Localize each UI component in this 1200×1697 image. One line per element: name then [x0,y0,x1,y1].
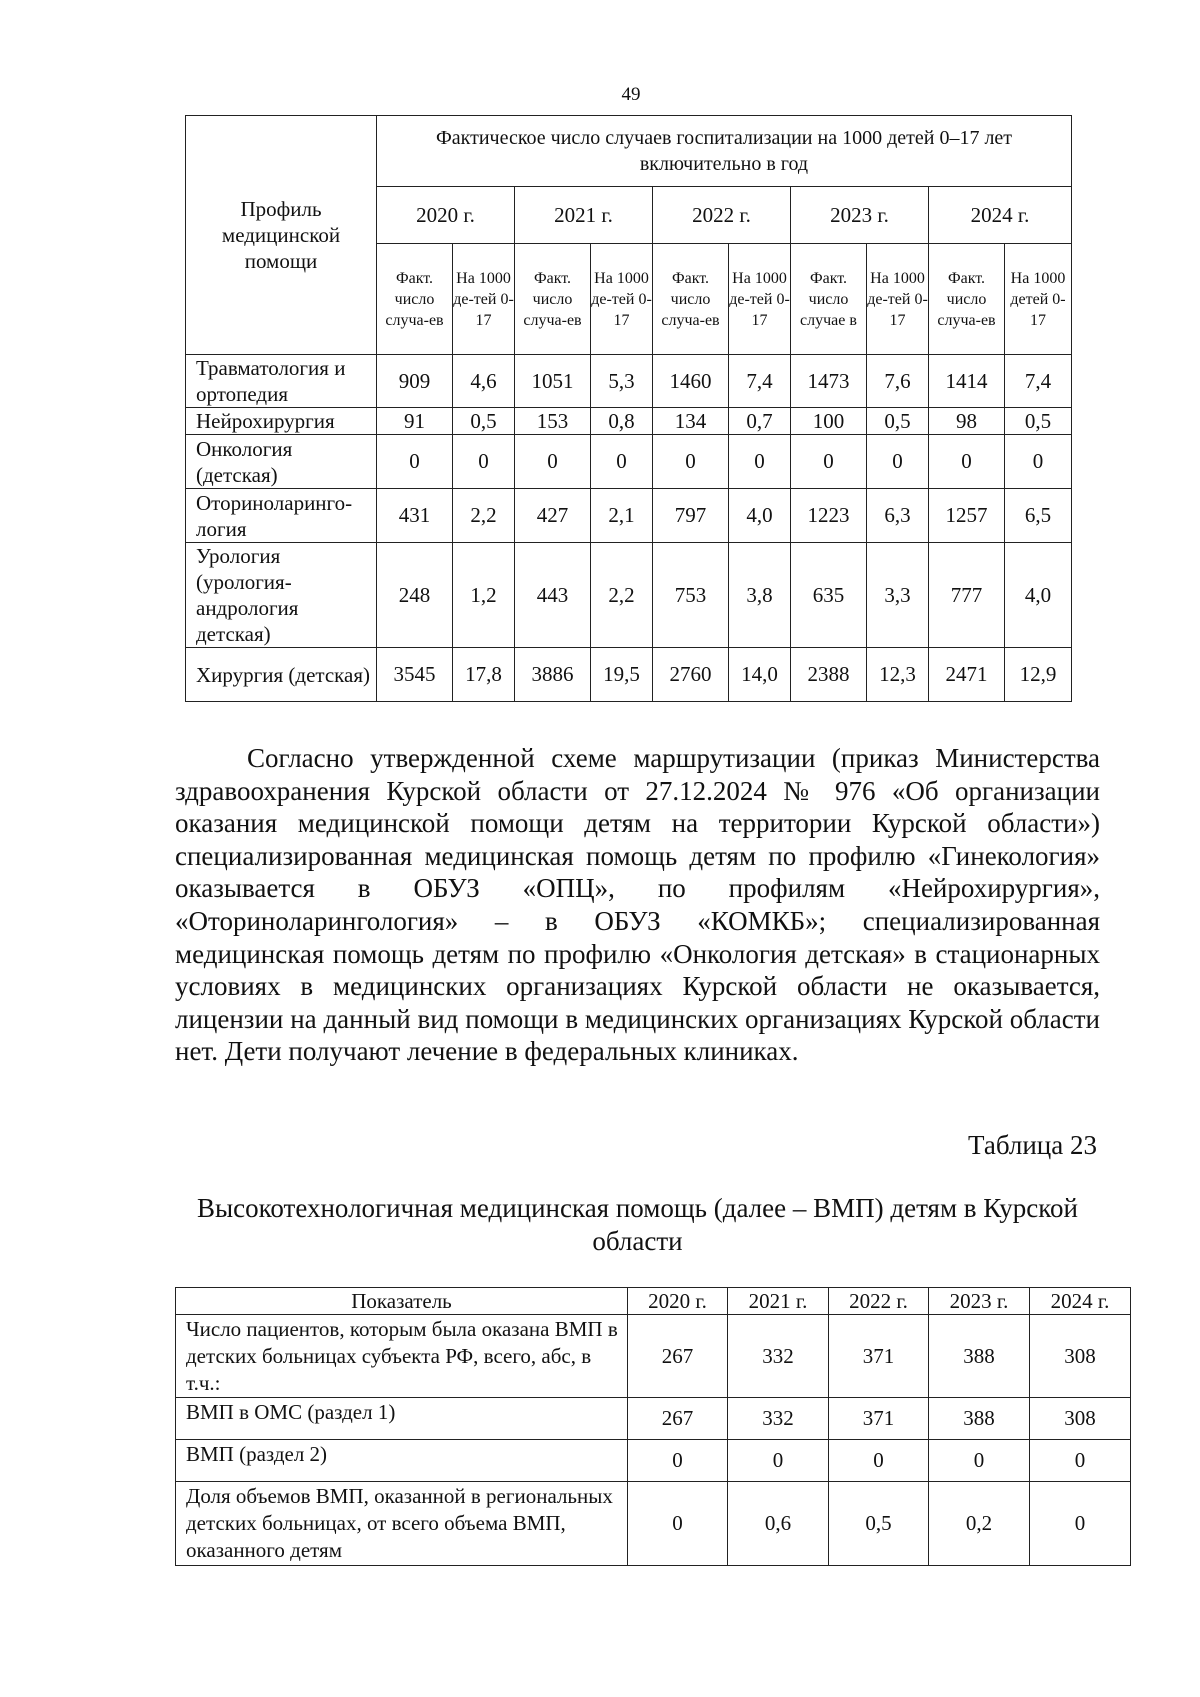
cell-value: 797 [653,489,729,543]
vmp-table [175,1287,1131,1566]
cell-value: 1257 [929,489,1005,543]
cell-value: 1414 [929,355,1005,408]
cell-value: 332 [728,1398,829,1440]
cell-value: 308 [1030,1398,1131,1440]
cell-value: 12,3 [867,648,929,702]
cell-value: 1223 [791,489,867,543]
table-title: Высокотехнологичная медицинская помощь (далее – ВМП) детям в Курской области [197,1193,1078,1256]
cell-value: 0,8 [591,408,653,435]
table-row [186,435,1072,489]
cell-value: 3,8 [729,543,791,648]
cell-value: 2388 [791,648,867,702]
cell-value: 4,0 [1005,543,1072,648]
cell-value: 0 [867,435,929,489]
cell-value: 753 [653,543,729,648]
cell-value: 1460 [653,355,729,408]
year-header: 2021 г. [728,1288,829,1315]
cell-value: 0 [929,435,1005,489]
cell-value: 0 [728,1440,829,1482]
per-1000-header: На 1000 де-тей 0-17 [591,244,653,355]
year-header: 2023 г. [929,1288,1030,1315]
cell-value: 1473 [791,355,867,408]
table-row [176,1482,1131,1566]
cell-value: 6,3 [867,489,929,543]
cell-value: 2471 [929,648,1005,702]
cell-value: 7,6 [867,355,929,408]
cell-value: 0,2 [929,1482,1030,1566]
table-caption: Таблица 23 [968,1130,1097,1160]
cell-value: 0,5 [453,408,515,435]
cell-value: 2760 [653,648,729,702]
cell-value: 100 [791,408,867,435]
table-row [176,1315,1131,1398]
per-1000-header: На 1000 детей 0-17 [1005,244,1072,355]
cell-value: 0 [791,435,867,489]
year-header: 2020 г. [377,187,515,244]
profile-name: Онкология (детская) [186,435,377,489]
cell-value: 248 [377,543,453,648]
cell-value: 0,6 [728,1482,829,1566]
cell-value: 0 [1030,1440,1131,1482]
table-row [176,1440,1131,1482]
cell-value: 443 [515,543,591,648]
per-1000-header: На 1000 де-тей 0-17 [453,244,515,355]
cell-value: 267 [628,1398,728,1440]
table-row [186,489,1072,543]
cell-value: 431 [377,489,453,543]
cell-value: 635 [791,543,867,648]
table-row [186,648,1072,702]
cell-value: 371 [829,1315,929,1398]
cell-value: 0 [653,435,729,489]
cell-value: 0 [1030,1482,1131,1566]
cell-value: 0,5 [867,408,929,435]
group-header: Фактическое число случаев госпитализации на 1000 детей 0–17 лет включительно в год [377,116,1072,187]
cell-value: 388 [929,1398,1030,1440]
cell-value: 7,4 [1005,355,1072,408]
cell-value: 2,1 [591,489,653,543]
cell-value: 5,3 [591,355,653,408]
table-row [176,1398,1131,1440]
cell-value: 777 [929,543,1005,648]
cell-value: 12,9 [1005,648,1072,702]
year-header: 2021 г. [515,187,653,244]
cell-value: 134 [653,408,729,435]
table-row [186,408,1072,435]
hospitalization-table [185,115,1072,702]
page-number: 49 [621,84,641,105]
indicator-name: Число пациентов, которым была оказана ВМП в детских больницах субъекта РФ, всего, абс, в т.ч.: [176,1315,628,1398]
cell-value: 0 [515,435,591,489]
cell-value: 0,5 [1005,408,1072,435]
cell-value: 3545 [377,648,453,702]
cell-value: 2,2 [591,543,653,648]
profile-header: Профиль медицинской помощи [186,116,377,355]
fact-count-header: Факт. число случа-ев [653,244,729,355]
cell-value: 0,5 [829,1482,929,1566]
fact-count-header: Факт. число случа-ев [929,244,1005,355]
cell-value: 1,2 [453,543,515,648]
year-header: 2024 г. [1030,1288,1131,1315]
year-header: 2023 г. [791,187,929,244]
routing-paragraph: Согласно утвержденной схеме маршрутизации (приказ Министерства здравоохранения Курской области от 27.12.2024 № 976 «Об организации оказания медицинской помощи детям на территории Курской области») специализированная медицинская помощь детям по профилю «Гинекология» оказывается в ОБУЗ «ОПЦ», по профилям «Нейрохирургия», «Оториноларингология» – в ОБУЗ «КОМКБ»; специализированная медицинская помощь детям по профилю «Онкология детская» в стационарных условиях в медицинских организациях Курской области не оказывается, лицензии на данный вид помощи в медицинских организациях Курской области нет. Дети получают лечение в федеральных клиниках. [175,743,1100,1067]
table-row [186,355,1072,408]
fact-count-header: Факт. число случа-ев [515,244,591,355]
cell-value: 91 [377,408,453,435]
indicator-name: Доля объемов ВМП, оказанной в региональных детских больницах, от всего объема ВМП, оказанного детям [176,1482,628,1566]
year-header: 2022 г. [653,187,791,244]
cell-value: 0 [453,435,515,489]
cell-value: 0 [1005,435,1072,489]
cell-value: 0 [628,1440,728,1482]
cell-value: 19,5 [591,648,653,702]
cell-value: 0 [829,1440,929,1482]
per-1000-header: На 1000 де-тей 0-17 [867,244,929,355]
profile-name: Травматология и ортопедия [186,355,377,408]
vmp-header-label: Показатель [176,1288,628,1315]
year-header: 2020 г. [628,1288,728,1315]
cell-value: 153 [515,408,591,435]
cell-value: 6,5 [1005,489,1072,543]
cell-value: 308 [1030,1315,1131,1398]
fact-count-header: Факт. число случае в [791,244,867,355]
profile-name: Хирургия (детская) [186,648,377,702]
cell-value: 0,7 [729,408,791,435]
cell-value: 909 [377,355,453,408]
profile-name: Урология (урология-андрология детская) [186,543,377,648]
cell-value: 4,0 [729,489,791,543]
cell-value: 0 [729,435,791,489]
year-header: 2022 г. [829,1288,929,1315]
cell-value: 98 [929,408,1005,435]
cell-value: 388 [929,1315,1030,1398]
cell-value: 0 [929,1440,1030,1482]
cell-value: 371 [829,1398,929,1440]
table-row [186,543,1072,648]
cell-value: 0 [591,435,653,489]
profile-name: Оториноларинго-логия [186,489,377,543]
cell-value: 0 [628,1482,728,1566]
cell-value: 332 [728,1315,829,1398]
cell-value: 267 [628,1315,728,1398]
indicator-name: ВМП в ОМС (раздел 1) [176,1398,628,1440]
indicator-name: ВМП (раздел 2) [176,1440,628,1482]
cell-value: 14,0 [729,648,791,702]
cell-value: 7,4 [729,355,791,408]
cell-value: 4,6 [453,355,515,408]
cell-value: 2,2 [453,489,515,543]
cell-value: 1051 [515,355,591,408]
cell-value: 0 [377,435,453,489]
cell-value: 17,8 [453,648,515,702]
cell-value: 427 [515,489,591,543]
cell-value: 3886 [515,648,591,702]
year-header: 2024 г. [929,187,1072,244]
fact-count-header: Факт. число случа-ев [377,244,453,355]
profile-name: Нейрохирургия [186,408,377,435]
cell-value: 3,3 [867,543,929,648]
per-1000-header: На 1000 де-тей 0-17 [729,244,791,355]
